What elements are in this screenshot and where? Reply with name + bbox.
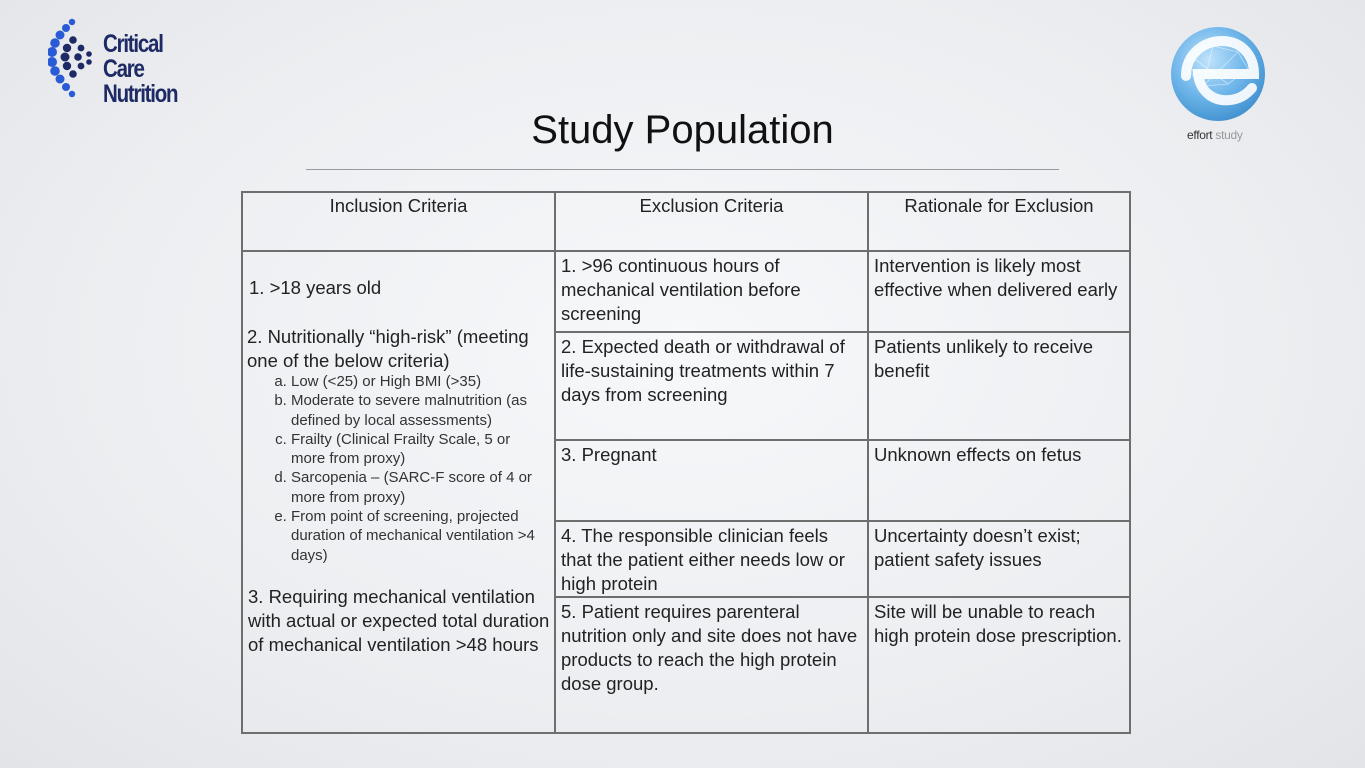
ccn-mark-icon	[48, 18, 100, 100]
subitem-e-text: From point of screening, projected duration of mechanical ventilation >4 days)	[291, 508, 535, 564]
header-rationale: Rationale for Exclusion	[868, 192, 1130, 251]
list-item	[291, 430, 545, 469]
exclusion-cell-2: 2. Expected death or withdrawal of life-sustaining treatments within 7 days from screening	[555, 332, 868, 440]
critical-care-nutrition-logo	[48, 18, 198, 108]
inclusion-item-2: 2. Nutritionally “high-risk” (meeting one of the below criteria)	[247, 326, 529, 371]
title-divider	[306, 169, 1059, 170]
header-exclusion: Exclusion Criteria	[555, 192, 868, 251]
study-population-table	[241, 191, 1131, 734]
table-row	[242, 251, 1130, 332]
ccn-logo-line1: Critical Care	[103, 30, 163, 83]
ccn-logo-text	[103, 32, 181, 107]
rationale-cell-3: Unknown effects on fetus	[868, 440, 1130, 521]
effort-word: effort	[1187, 128, 1213, 142]
list-item	[291, 468, 545, 507]
table-header-row	[242, 192, 1130, 251]
exclusion-cell-4: 4. The responsible clinician feels that the patient either needs low or high protein	[555, 521, 868, 597]
subitem-a-text: Low (<25) or High BMI (>35)	[291, 373, 482, 390]
page-title: Study Population	[531, 108, 834, 152]
subitem-d-text: Sarcopenia – (SARC-F score of 4 or more from proxy)	[291, 469, 532, 506]
exclusion-cell-3: 3. Pregnant	[555, 440, 868, 521]
exclusion-cell-1: 1. >96 continuous hours of mechanical ventilation before screening	[555, 251, 868, 332]
rationale-cell-1: Intervention is likely most effective when delivered early	[868, 251, 1130, 332]
list-item	[291, 372, 545, 391]
rationale-cell-5: Site will be unable to reach high protein dose prescription.	[868, 597, 1130, 733]
inclusion-item-3: 3. Requiring mechanical ventilation with actual or expected total duration of mechanical ventilation >48 hours	[248, 586, 550, 655]
rationale-cell-2: Patients unlikely to receive benefit	[868, 332, 1130, 440]
header-inclusion: Inclusion Criteria	[242, 192, 555, 251]
inclusion-item-1: 1. >18 years old	[249, 277, 382, 298]
inclusion-subitems	[245, 372, 545, 565]
exclusion-cell-5: 5. Patient requires parenteral nutrition only and site does not have products to reach the high protein dose group.	[555, 597, 868, 733]
subitem-c-text: Frailty (Clinical Frailty Scale, 5 or more from proxy)	[291, 430, 511, 468]
list-item	[291, 391, 545, 430]
ccn-logo-line2: Nutrition	[103, 80, 178, 108]
subitem-b-text: Moderate to severe malnutrition (as defined by local assessments)	[291, 392, 527, 429]
inclusion-cell	[242, 251, 555, 733]
rationale-cell-4: Uncertainty doesn’t exist; patient safety issues	[868, 521, 1130, 597]
study-word: study	[1212, 128, 1243, 142]
list-item	[291, 507, 545, 565]
